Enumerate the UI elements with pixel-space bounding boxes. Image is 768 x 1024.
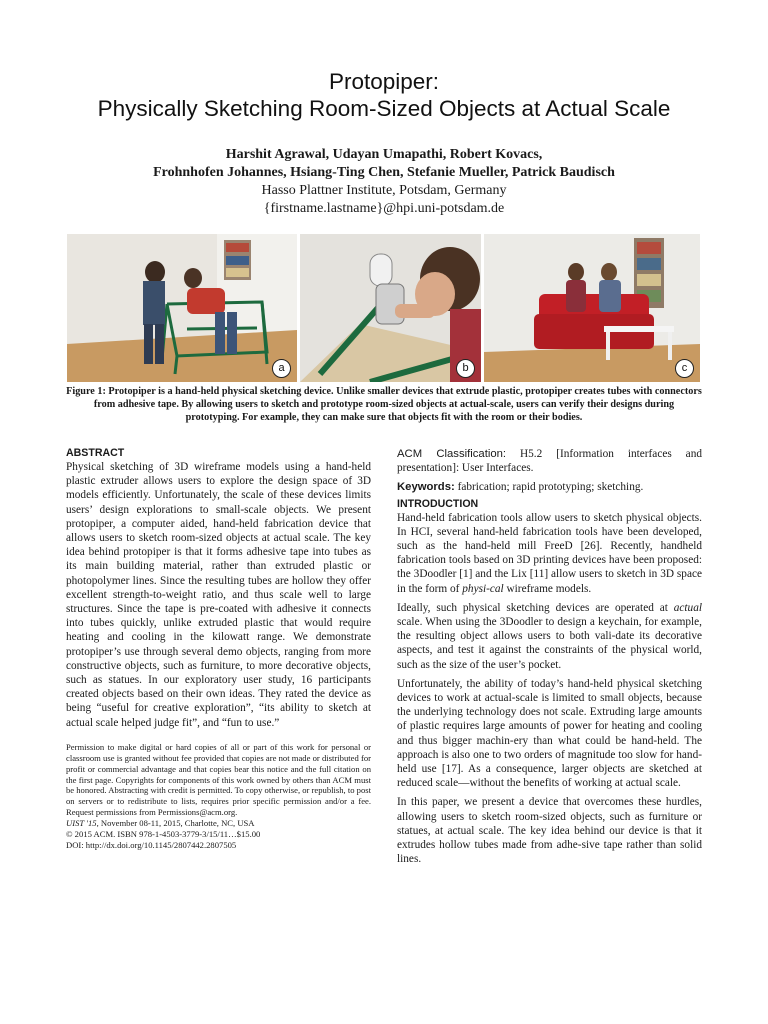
abstract-text: Physical sketching of 3D wireframe models using a hand-held plastic extruder allows users to explore the design space of 3D models efficiently. Unfortunately, the scale of these devices limits users’ design explorations to small-scale objects. We present protopiper, a computer aided, hand-held fabrication device that allows users to sketch room-sized objects at actual scale. The key idea behind protopiper is that it forms adhesive tape into tubes as its main building material, rather than extruded plastic or photopolymer lines. Since the resulting tubes are hollow they offer excellent strength-to-weight ratio, and thus scale well to large structures. Since the tape is pre-coated with adhesive it connects into tubes quickly, unlike extruded plastic that would require heating and cooling in the kilowatt range. We demonstrate protopiper’s use through several demo objects, ranging from more constructive objects, such as furniture, to more decorative objects, such as statues. In our exploratory user study, 16 participants created objects based on their own ideas. They rated the device as being “useful for creative exploration”, “its ability to sketch at actual scale helped judge fit”, and “fun to use.”	[66, 461, 371, 729]
abstract-heading: ABSTRACT	[66, 447, 125, 459]
intro-paragraph-2	[397, 601, 702, 672]
intro-p1-end: wireframe models.	[503, 582, 592, 595]
classification-text: H5.2 [Information interfaces and presentation]: User Interfaces.	[397, 448, 702, 475]
figure-photo-c	[484, 234, 700, 382]
introduction-heading: INTRODUCTION	[397, 497, 479, 510]
intro-paragraph-3: Unfortunately, the ability of today’s hand-held physical sketching devices to work at actual-scale is limited to small objects, because the underlying technology does not scale. Extruding large amounts of plastic requires large amounts of power for heating and cooling and thus bigger machin-ery than what could be hand-held. The approach is also one to two orders of magnitude too slow for hand-held use [17]. As a consequence, larger objects are sketched at reduced scale—without the benefits of working at actual scale.	[397, 677, 702, 790]
keywords-text: fabrication; rapid prototyping; sketching.	[454, 481, 644, 494]
acm-classification	[397, 447, 702, 475]
figure-photo-b	[300, 234, 481, 382]
figure-caption: Figure 1: Protopiper is a hand-held physical sketching device. Unlike smaller devices that extrude plastic, protopiper creates tubes with connectors from adhesive tape. By allowing users to sketch and prototype room-sized objects at actual-scale, users can verify their designs during prototyping. For example, they can make sure that objects fit with the room or their bodies.	[66, 386, 702, 424]
panel-label-c: c	[675, 359, 694, 378]
keywords	[397, 480, 702, 494]
author-names-line-2: Frohnhofen Johannes, Hsiang-Ting Chen, Stefanie Mueller, Patrick Baudisch	[153, 165, 615, 180]
intro-p2-end: scale. When using the 3Doodler to design a keychain, for example, the resulting object allows users to both vali-date its decorative aspects, and test it against the constraints of the physical world, such as the size of the user’s pocket.	[397, 616, 702, 671]
conference-details: , November 08-11, 2015, Charlotte, NC, USA	[96, 818, 255, 829]
doi-line: DOI: http://dx.doi.org/10.1145/2807442.2807505	[66, 840, 237, 851]
classification-label: ACM Classification:	[397, 448, 507, 460]
title-line-1: Protopiper:	[328, 69, 440, 94]
conference-name: UIST '15	[66, 818, 97, 829]
right-column	[397, 447, 702, 871]
figure-photo-a	[67, 234, 297, 382]
author-block	[0, 146, 768, 218]
left-column	[66, 447, 371, 851]
paper-title	[0, 68, 768, 122]
permission-block	[66, 742, 371, 851]
panel-label-a: a	[272, 359, 291, 378]
intro-p2-emphasis: actual	[673, 601, 702, 614]
copyright-line: © 2015 ACM. ISBN 978-1-4503-3779-3/15/11…$15.00	[66, 829, 261, 840]
author-email: {firstname.lastname}@hpi.uni-potsdam.de	[263, 201, 505, 216]
permission-text: Permission to make digital or hard copies of all or part of this work for personal or classroom use is granted without fee provided that copies are not made or distributed for profit or commercial advantage and that copies bear this notice and the full citation on the first page. Copyrights for components of this work owned by others than ACM must be honored. Abstracting with credit is permitted. To copy otherwise, or republish, to post on servers or to redistribute to lists, requires prior specific permission and/or a fee. Request permissions from Permissions@acm.org.	[66, 741, 371, 818]
intro-paragraph-1	[397, 511, 702, 596]
panel-label-b: b	[456, 359, 475, 378]
title-line-2: Physically Sketching Room-Sized Objects at Actual Scale	[97, 96, 671, 121]
intro-paragraph-4: In this paper, we present a device that overcomes these hurdles, allowing users to sketch room-sized objects, such as furniture or statues, at actual scale. The key idea behind our device is that it extrudes hollow tubes made from adhe-sive tape rather than solid lines.	[397, 796, 702, 866]
intro-p1-emphasis: physi-cal	[462, 582, 504, 595]
affiliation: Hasso Plattner Institute, Potsdam, Germany	[261, 183, 507, 198]
conference-line	[66, 818, 371, 829]
intro-p2-text: Ideally, such physical sketching devices are operated at	[397, 601, 674, 614]
author-names-line-1: Harshit Agrawal, Udayan Umapathi, Robert Kovacs,	[225, 147, 543, 162]
keywords-label: Keywords:	[397, 481, 455, 494]
intro-p1-text: Hand-held fabrication tools allow users to sketch physical objects. In HCI, several hand-held fabrication tools have been developed, such as the hand-held mill FreeD [26]. Recently, handheld fabrication tools based on 3D printing devices have been proposed: the 3Doodler [1] and the Lix [11] allow users to sketch in 3D space in the form of	[397, 511, 702, 595]
